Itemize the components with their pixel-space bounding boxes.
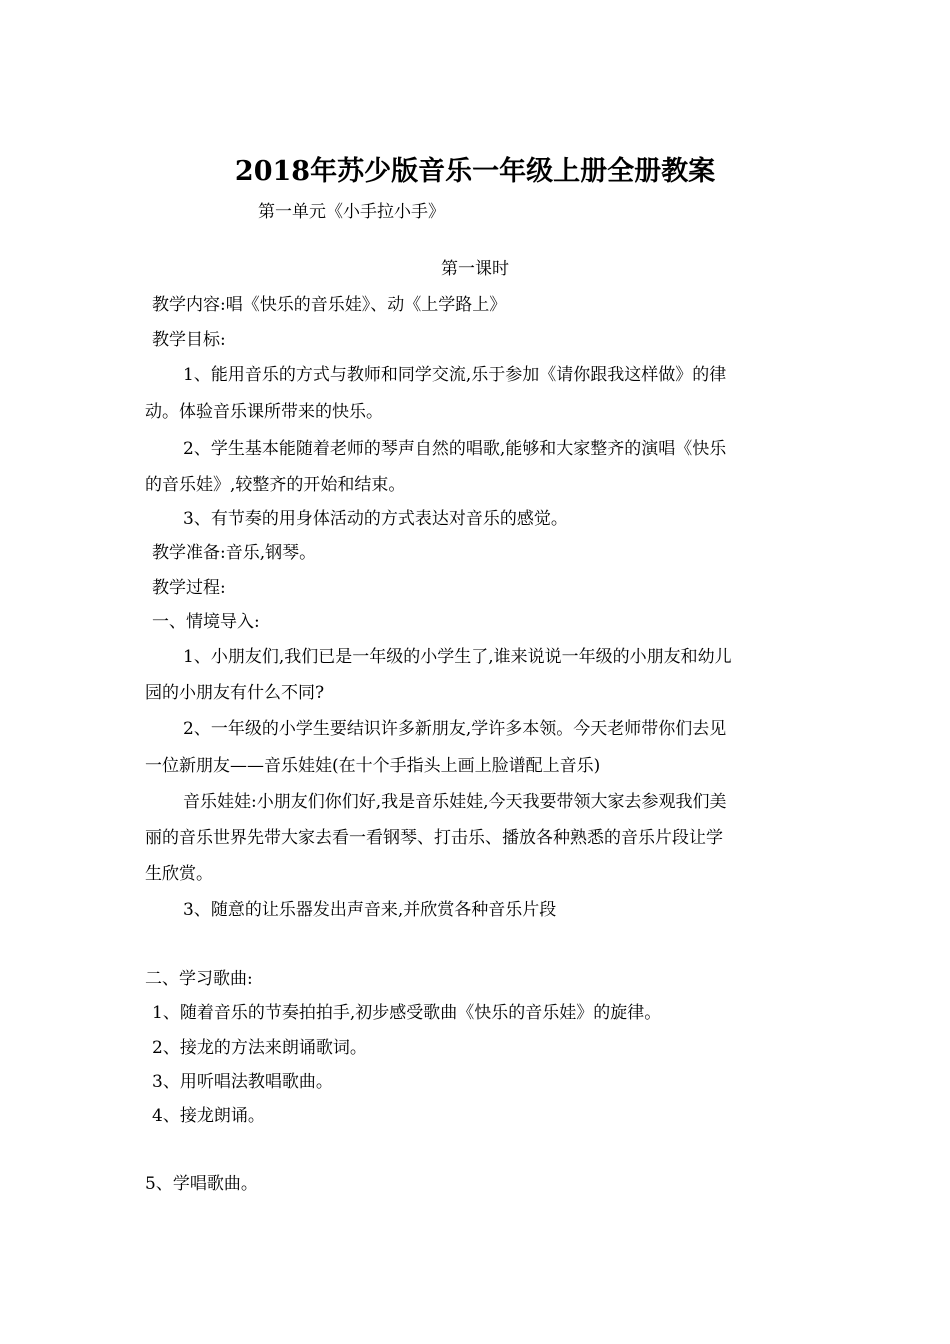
section-1-heading: 一、情境导入:	[152, 612, 260, 632]
section-1-item-2-line-1: 2、一年级的小学生要结识许多新朋友,学许多本领。今天老师带你们去见	[183, 719, 727, 739]
section-1-paragraph-line-3: 生欣赏。	[145, 864, 213, 884]
section-1-item-3: 3、随意的让乐器发出声音来,并欣赏各种音乐片段	[183, 900, 557, 920]
section-2-item-4: 4、接龙朗诵。	[152, 1106, 265, 1126]
goal-1-line-1: 1、能用音乐的方式与教师和同学交流,乐于参加《请你跟我这样做》的律	[183, 365, 727, 385]
section-2-item-1: 1、随着音乐的节奏拍拍手,初步感受歌曲《快乐的音乐娃》的旋律。	[152, 1003, 662, 1023]
goal-2-line-1: 2、学生基本能随着老师的琴声自然的唱歌,能够和大家整齐的演唱《快乐	[183, 439, 727, 459]
process-heading: 教学过程:	[152, 578, 226, 598]
goal-2-line-2: 的音乐娃》,较整齐的开始和结束。	[145, 475, 406, 495]
preparation: 教学准备:音乐,钢琴。	[152, 543, 317, 563]
section-2-item-3: 3、用听唱法教唱歌曲。	[152, 1072, 333, 1092]
goal-1-line-2: 动。体验音乐课所带来的快乐。	[145, 402, 383, 422]
unit-heading: 第一单元《小手拉小手》	[258, 202, 445, 222]
section-1-paragraph-line-2: 丽的音乐世界先带大家去看一看钢琴、打击乐、播放各种熟悉的音乐片段让学	[145, 828, 723, 848]
goal-3: 3、有节奏的用身体活动的方式表达对音乐的感觉。	[183, 509, 568, 529]
section-1-item-1-line-2: 园的小朋友有什么不同?	[145, 683, 325, 703]
lesson-heading: 第一课时	[441, 259, 509, 279]
section-1-item-2-line-2: 一位新朋友——音乐娃娃(在十个手指头上画上脸谱配上音乐)	[145, 756, 601, 776]
section-1-paragraph-line-1: 音乐娃娃:小朋友们你们好,我是音乐娃娃,今天我要带领大家去参观我们美	[183, 792, 727, 812]
teaching-content: 教学内容:唱《快乐的音乐娃》、动《上学路上》	[152, 295, 507, 315]
document-title: 2018年苏少版音乐一年级上册全册教案	[234, 156, 716, 187]
section-2-heading: 二、学习歌曲:	[145, 969, 253, 989]
section-1-item-1-line-1: 1、小朋友们,我们已是一年级的小学生了,谁来说说一年级的小朋友和幼儿	[183, 647, 732, 667]
section-2-item-5: 5、学唱歌曲。	[145, 1174, 258, 1194]
section-2-item-2: 2、接龙的方法来朗诵歌词。	[152, 1038, 367, 1058]
goals-heading: 教学目标:	[152, 330, 226, 350]
